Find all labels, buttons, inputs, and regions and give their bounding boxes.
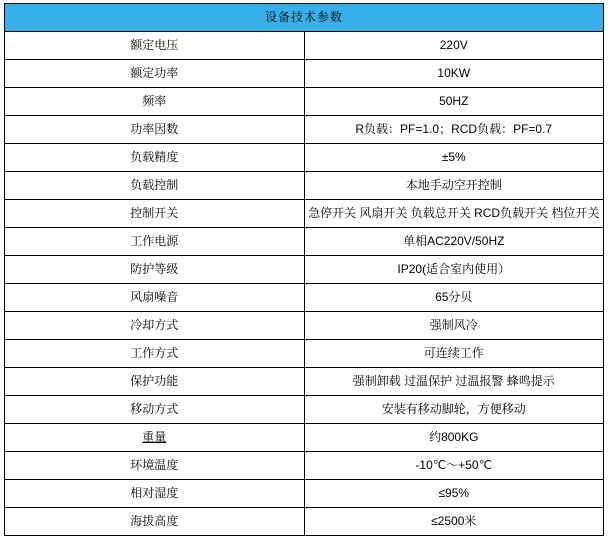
row-value [304, 200, 604, 228]
row-value-text: R负载：PF=1.0；RCD负载：PF=0.7 [355, 122, 553, 136]
row-label [5, 200, 305, 228]
table-row [5, 144, 604, 172]
table-row [5, 452, 604, 480]
table-row [5, 32, 604, 60]
row-label-text: 移动方式 [130, 402, 179, 416]
row-value-text: 10KW [437, 66, 471, 80]
row-value [304, 172, 604, 200]
row-label-text: 频率 [142, 94, 167, 108]
row-label [5, 60, 305, 88]
table-row [5, 368, 604, 396]
row-value-text: 220V [439, 38, 468, 52]
row-value-text: ±5% [441, 150, 466, 164]
row-value [304, 256, 604, 284]
row-value [304, 228, 604, 256]
row-label [5, 172, 305, 200]
row-value-text: 强制风冷 [429, 318, 478, 332]
row-value [304, 284, 604, 312]
row-label [5, 116, 305, 144]
row-value [304, 32, 604, 60]
row-value [304, 60, 604, 88]
row-value-text: ≤2500米 [431, 514, 477, 528]
row-label-text: 重量 [142, 430, 167, 444]
table-title: 设备技术参数 [5, 4, 604, 32]
row-label [5, 88, 305, 116]
table-row [5, 60, 604, 88]
row-value-text: 可连续工作 [423, 346, 484, 360]
row-value-text: IP20(适合室内使用） [397, 262, 511, 276]
row-value [304, 340, 604, 368]
row-label-text: 防护等级 [130, 262, 179, 276]
row-label-text: 风扇噪音 [130, 290, 179, 304]
equipment-spec-table [4, 3, 604, 536]
table-row [5, 228, 604, 256]
row-value-text: 本地手动空开控制 [405, 178, 502, 192]
table-row [5, 396, 604, 424]
row-label [5, 312, 305, 340]
table-row [5, 480, 604, 508]
row-label-text: 保护功能 [130, 374, 179, 388]
table-row [5, 284, 604, 312]
row-label-text: 环境温度 [130, 458, 179, 472]
table-row [5, 312, 604, 340]
row-label-text: 额定电压 [130, 38, 179, 52]
row-label-text: 负载精度 [130, 150, 179, 164]
table-row [5, 200, 604, 228]
row-label [5, 284, 305, 312]
row-label-text: 控制开关 [130, 206, 179, 220]
row-value [304, 452, 604, 480]
table-body [5, 4, 604, 536]
row-value-text: 急停开关 风扇开关 负载总开关 RCD负载开关 档位开关 [308, 206, 600, 220]
row-value-text: ≤95% [438, 486, 470, 500]
table-row [5, 340, 604, 368]
row-value [304, 480, 604, 508]
row-label-text: 冷却方式 [130, 318, 179, 332]
row-value [304, 396, 604, 424]
row-label-text: 工作电源 [130, 234, 179, 248]
table-row [5, 116, 604, 144]
row-label-text: 海拔高度 [130, 514, 179, 528]
row-value [304, 424, 604, 452]
table-row [5, 172, 604, 200]
row-label-text: 相对湿度 [130, 486, 179, 500]
row-value-text: 约800KG [429, 430, 479, 444]
row-value-text: -10℃～+50℃ [415, 458, 493, 472]
row-value [304, 144, 604, 172]
row-label [5, 480, 305, 508]
table-row [5, 508, 604, 536]
row-value-text: 强制卸载 过温保护 过温报警 蜂鸣提示 [352, 374, 555, 388]
row-value-text: 安装有移动脚轮，方便移动 [381, 402, 526, 416]
row-value [304, 508, 604, 536]
row-label [5, 32, 305, 60]
row-label-text: 工作方式 [130, 346, 179, 360]
row-label [5, 228, 305, 256]
row-value-text: 50HZ [439, 94, 469, 108]
table-title-row [5, 4, 604, 32]
row-label [5, 368, 305, 396]
row-label [5, 396, 305, 424]
row-value-text: 单相AC220V/50HZ [403, 234, 505, 248]
row-value [304, 368, 604, 396]
row-value-text: 65分贝 [435, 290, 473, 304]
row-label [5, 508, 305, 536]
row-label [5, 424, 305, 452]
row-label [5, 144, 305, 172]
row-label-text: 负载控制 [130, 178, 179, 192]
row-value [304, 88, 604, 116]
row-value [304, 312, 604, 340]
table-row [5, 424, 604, 452]
table-row [5, 256, 604, 284]
row-label [5, 340, 305, 368]
row-label-text: 额定功率 [130, 66, 179, 80]
row-label-text: 功率因数 [130, 122, 179, 136]
row-label [5, 256, 305, 284]
row-label [5, 452, 305, 480]
row-value [304, 116, 604, 144]
table-row [5, 88, 604, 116]
